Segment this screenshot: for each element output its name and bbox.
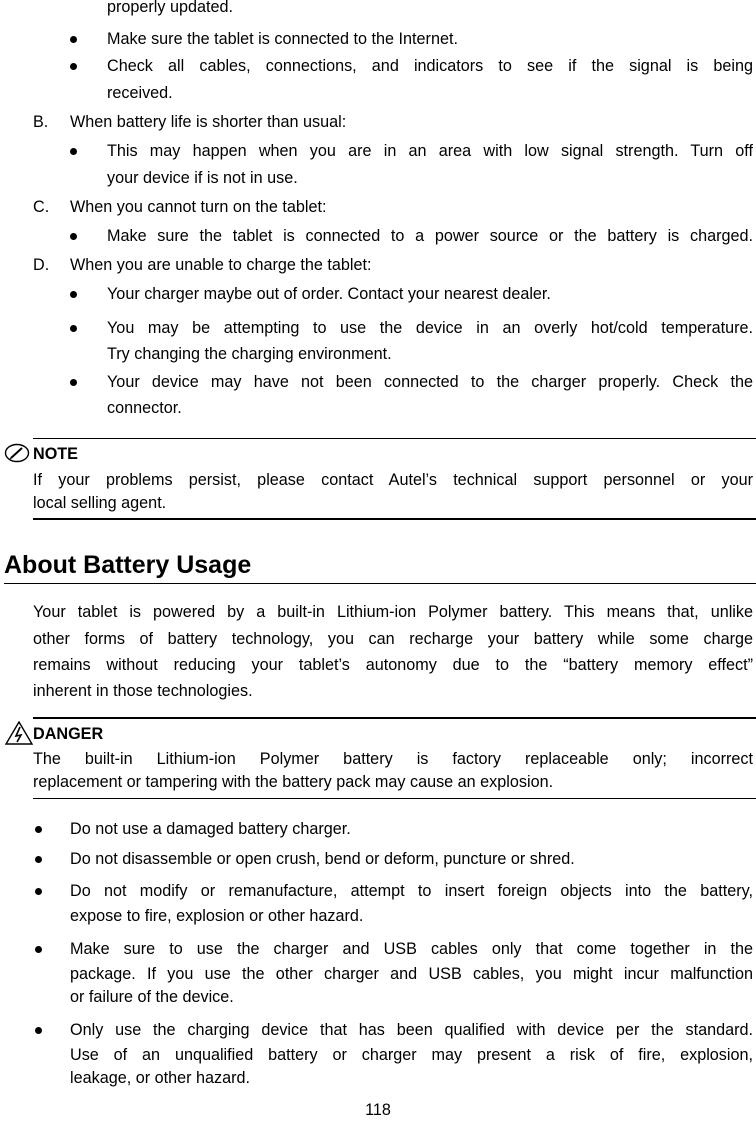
section-d-bullet2-line1: You may be attempting to use the device in an overly hot/cold temperature. (107, 319, 753, 337)
warning-5-line2: Use of an unqualified battery or charger may present a risk of fire, explosion, (70, 1046, 753, 1064)
danger-bottom-rule (33, 798, 756, 799)
danger-label: DANGER (33, 725, 104, 743)
warning-5-line3: leakage, or other hazard. (70, 1069, 250, 1087)
section-d-bullet3-line2: connector. (107, 399, 182, 417)
section-d-title: When you are unable to charge the tablet: (70, 256, 372, 274)
note-top-rule (33, 438, 756, 439)
section-c-bullet: Make sure the tablet is connected to a power source or the battery is charged. (107, 227, 753, 245)
bullet-cables-line1: Check all cables, connections, and indicators to see if the signal is being (107, 57, 753, 75)
danger-text-line2: replacement or tampering with the battery pack may cause an explosion. (33, 773, 554, 791)
bullet-dot (70, 36, 77, 43)
note-text-line1: If your problems persist, please contact Autel’s technical support personnel or your (33, 471, 753, 489)
danger-top-rule (33, 717, 756, 719)
pencil-icon (4, 443, 30, 463)
note-label: NOTE (33, 445, 78, 463)
warning-triangle-icon (5, 721, 33, 745)
bullet-dot (35, 946, 42, 953)
section-b-bullet-line1: This may happen when you are in an area with low signal strength. Turn off (107, 142, 753, 160)
page-number: 118 (365, 1101, 391, 1119)
bullet-internet: Make sure the tablet is connected to the Internet. (107, 30, 458, 48)
section-d-letter: D. (33, 256, 50, 274)
warning-2: Do not disassemble or open crush, bend or deform, puncture or shred. (70, 850, 575, 868)
bullet-dot (35, 856, 42, 863)
warning-3-line1: Do not modify or remanufacture, attempt to insert foreign objects into the battery, (70, 882, 753, 900)
section-b-title: When battery life is shorter than usual: (70, 113, 347, 131)
bullet-dot (35, 826, 42, 833)
bullet-cables-line2: received. (107, 84, 173, 102)
bullet-dot (35, 1027, 42, 1034)
section-d-bullet2-line2: Try changing the charging environment. (107, 345, 392, 363)
note-bottom-rule (33, 518, 756, 520)
warning-1: Do not use a damaged battery charger. (70, 820, 351, 838)
section-b-bullet-line2: your device if is not in use. (107, 169, 298, 187)
warning-3-line2: expose to fire, explosion or other hazard. (70, 907, 364, 925)
warning-4-line2: package. If you use the other charger and USB cables, you might incur malfunction (70, 965, 753, 983)
bullet-dot (70, 233, 77, 240)
section-d-bullet1: Your charger maybe out of order. Contact your nearest dealer. (107, 285, 551, 303)
note-text-line2: local selling agent. (33, 494, 167, 512)
section-d-bullet3-line1: Your device may have not been connected to the charger properly. Check the (107, 373, 753, 391)
bullet-dot (35, 888, 42, 895)
about-para-line3: remains without reducing your tablet’s autonomy due to the “battery memory effect” (33, 656, 753, 674)
section-c-title: When you cannot turn on the tablet: (70, 198, 327, 216)
section-heading: About Battery Usage (4, 551, 252, 579)
warning-5-line1: Only use the charging device that has been qualified with device per the standard. (70, 1021, 753, 1039)
bullet-dot (70, 148, 77, 155)
continuation-text: properly updated. (107, 0, 233, 16)
about-para-line1: Your tablet is powered by a built-in Lithium-ion Polymer battery. This means that, unlike (33, 603, 753, 621)
bullet-dot (70, 379, 77, 386)
bullet-dot (70, 325, 77, 332)
warning-4-line1: Make sure to use the charger and USB cables only that come together in the (70, 940, 753, 958)
bullet-dot (70, 63, 77, 70)
section-c-letter: C. (33, 198, 50, 216)
heading-underline (4, 583, 756, 584)
warning-4-line3: or failure of the device. (70, 988, 234, 1006)
section-b-letter: B. (33, 113, 49, 131)
bullet-dot (70, 291, 77, 298)
about-para-line2: other forms of battery technology, you can recharge your battery while some charge (33, 630, 753, 648)
about-para-line4: inherent in those technologies. (33, 682, 253, 700)
danger-text-line1: The built-in Lithium-ion Polymer battery is factory replaceable only; incorrect (33, 750, 753, 768)
